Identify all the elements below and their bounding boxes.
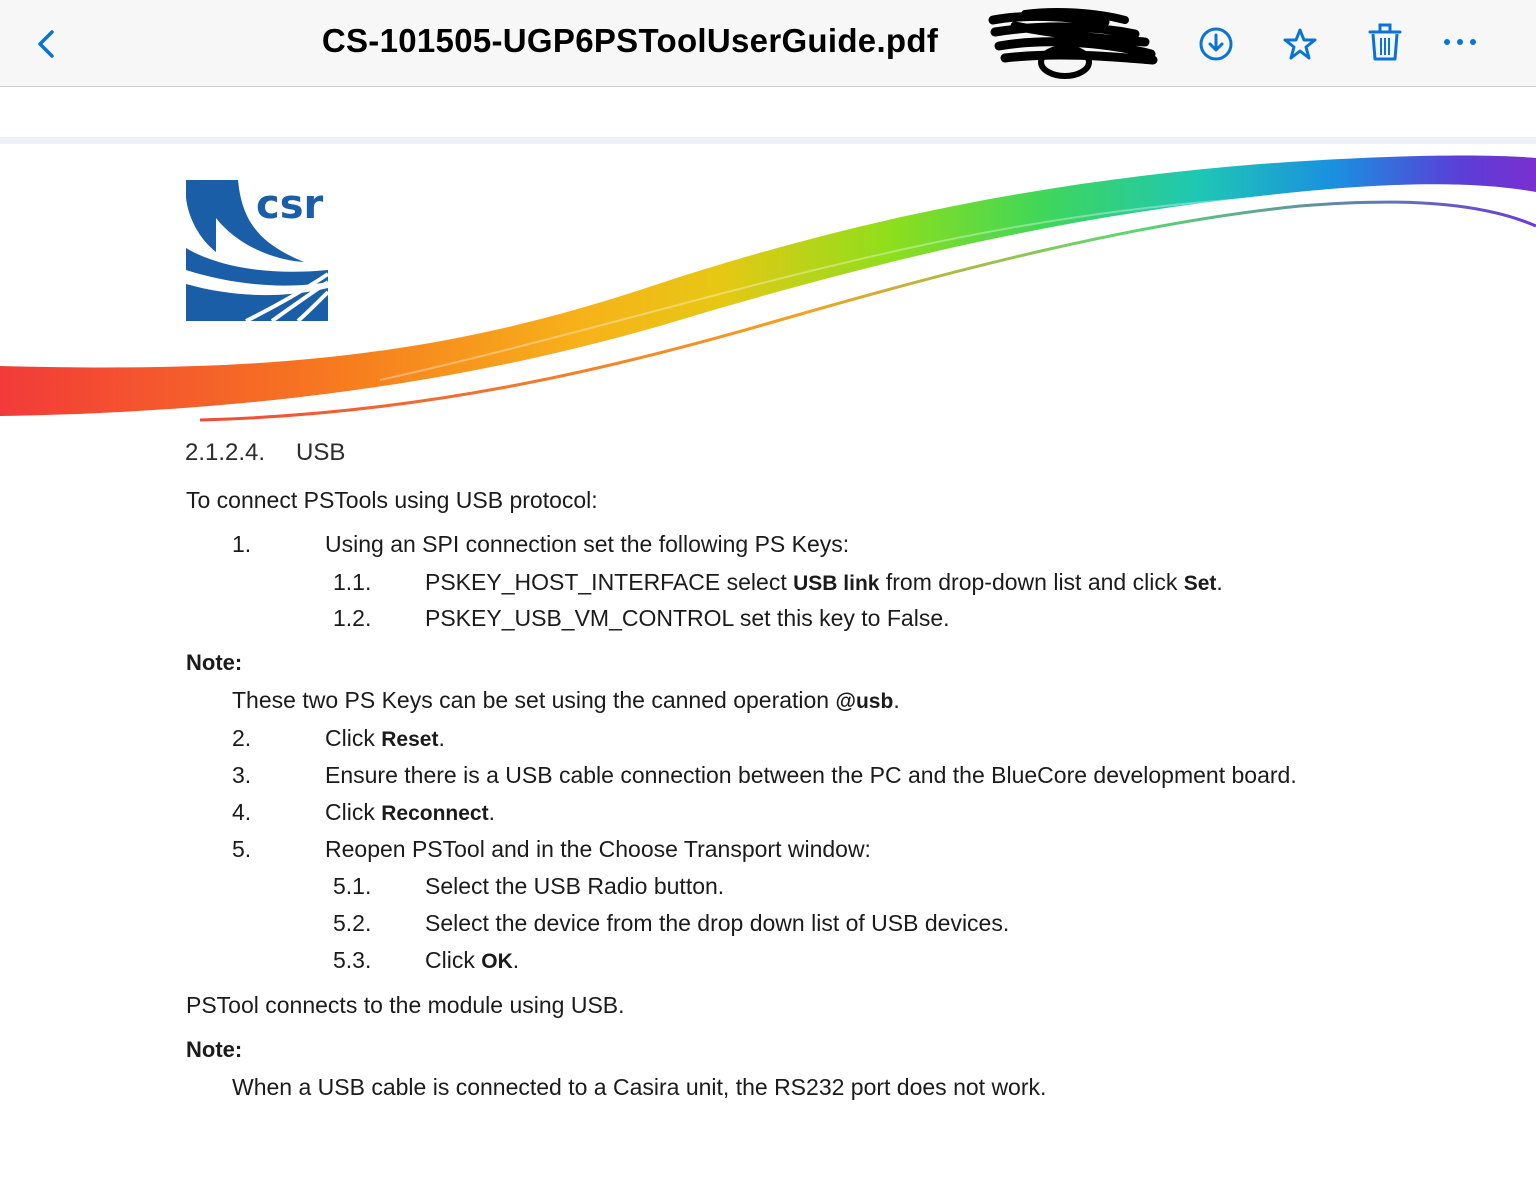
substep-number: 5.3. xyxy=(333,947,372,973)
substep-text: Select the device from the drop down list of USB devices. xyxy=(425,910,1010,936)
substep-text: Click OK. xyxy=(425,947,520,973)
note-text: These two PS Keys can be set using the canned operation @usb. xyxy=(232,687,900,713)
substep-number: 5.2. xyxy=(333,910,372,936)
step-number: 2. xyxy=(232,725,252,751)
substep-text: PSKEY_USB_VM_CONTROL set this key to False. xyxy=(425,605,950,631)
result-text: PSTool connects to the module using USB. xyxy=(186,992,625,1018)
step-text: Reopen PSTool and in the Choose Transport window: xyxy=(325,836,871,862)
note-label: Note: xyxy=(186,650,243,675)
section-number: 2.1.2.4. xyxy=(185,439,266,466)
section-title: USB xyxy=(296,439,346,466)
substep-number: 5.1. xyxy=(333,873,372,899)
substep-number: 1.2. xyxy=(333,605,372,631)
substep-text: PSKEY_HOST_INTERFACE select USB link from drop-down list and click Set. xyxy=(425,569,1223,595)
intro-text: To connect PSTools using USB protocol: xyxy=(186,487,598,513)
document-title: CS-101505-UGP6PSToolUserGuide.pdf xyxy=(321,22,939,59)
step-text: Click Reconnect. xyxy=(325,799,495,825)
logo-text: csr xyxy=(256,182,324,228)
step-number: 5. xyxy=(232,836,252,862)
substep-text: Select the USB Radio button. xyxy=(425,873,725,899)
note-label: Note: xyxy=(186,1037,243,1062)
step-text: Ensure there is a USB cable connection between the PC and the BlueCore development board. xyxy=(325,762,1297,788)
step-text: Click Reset. xyxy=(325,725,445,751)
step-number: 3. xyxy=(232,762,252,788)
step-number: 1. xyxy=(232,531,252,557)
step-number: 4. xyxy=(232,799,252,825)
note-text: When a USB cable is connected to a Casira unit, the RS232 port does not work. xyxy=(232,1074,1047,1100)
step-text: Using an SPI connection set the following PS Keys: xyxy=(325,531,850,557)
substep-number: 1.1. xyxy=(333,569,372,595)
